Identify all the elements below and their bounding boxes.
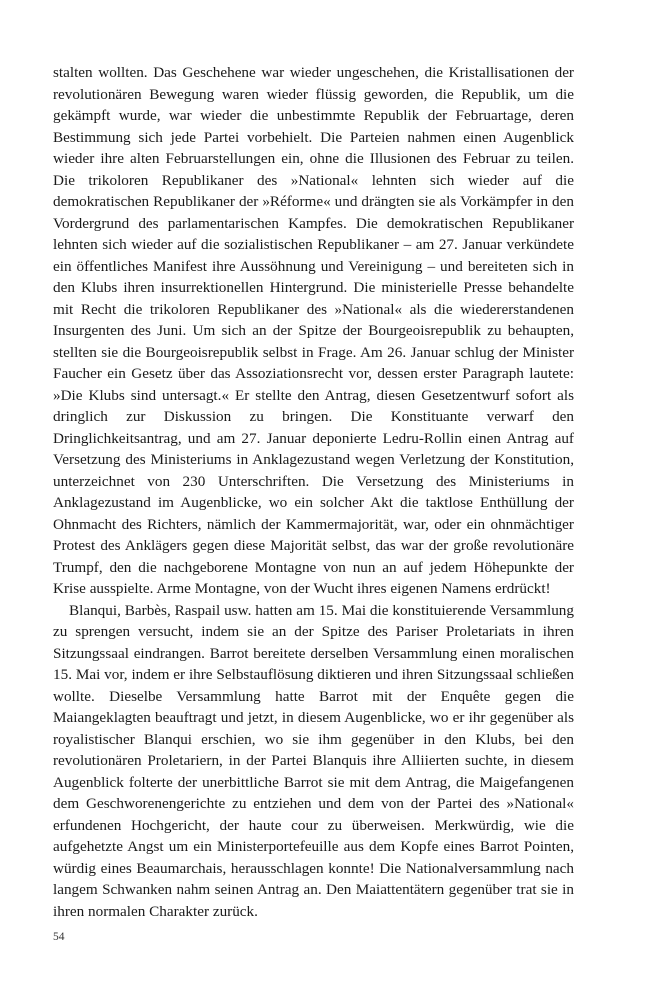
page-body bbox=[53, 62, 574, 922]
page-number: 54 bbox=[53, 931, 65, 943]
paragraph-2: Blanqui, Barbès, Raspail usw. hatten am 15. Mai die konstituierende Versammlung zu sprengen versucht, indem sie an der Spitze des Pariser Proletariats in ihren Sitzungssaal eindrangen. Barrot bereitete derselben Versammlung einen moralischen 15. Mai vor, indem er ihre Selbstauflösung diktieren und ihren Sitzungssaal schließen wollte. Dieselbe Versammlung hatte Barrot mit der Enquête gegen die Maiangeklagten beauftragt und jetzt, in diesem Augenblicke, wo er ihr gegenüber als royalistischer Blanqui erschien, wo sie ihm gegenüber in den Klubs, bei den revolutionären Proletariern, in der Partei Blanquis ihre Alliierten suchte, in diesem Augenblick folterte der unerbittliche Barrot sie mit dem Antrag, die Maigefangenen dem Geschworenengerichte zu entziehen und dem von der Partei des »National« erfundenen Hochgericht, der haute cour zu überweisen. Merkwürdig, wie die aufgehetzte Angst um ein Ministerportefeuille aus dem Kopfe eines Barrot Pointen, würdig eines Beaumarchais, herausschlagen konnte! Die Nationalversammlung nach langem Schwanken nahm seinen Antrag an. Den Maiattentätern gegenüber trat sie in ihren normalen Charakter zurück. bbox=[53, 601, 574, 920]
paragraph-1: stalten wollten. Das Geschehene war wieder ungeschehen, die Kristallisationen der revolutionären Bewegung waren wieder flüssig geworden, die Republik, um die gekämpft wurde, war wieder die unbestimmte Republik der Februartage, deren Bestimmung sich jede Partei vorbehielt. Die Parteien nahmen einen Augenblick wieder ihre alten Februarstellungen ein, ohne die Illusionen des Februar zu teilen. Die trikoloren Republikaner des »National« lehnten sich wieder auf die demokratischen Republikaner der »Réforme« und drängten sie als Vorkämpfer in den Vordergrund des parlamentarischen Kampfes. Die demokratischen Republikaner lehnten sich wieder auf die sozialistischen Republikaner – am 27. Januar verkündete ein öffentliches Manifest ihre Aussöhnung und Vereinigung – und bereiteten sich in den Klubs ihren insurrektionellen Hintergrund. Die ministerielle Presse behandelte mit Recht die trikoloren Republikaner des »National« als die wiedererstandenen Insurgenten des Juni. Um sich an der Spitze der Bourgeoisrepublik zu behaupten, stellten sie die Bourgeoisrepublik selbst in Frage. Am 26. Januar schlug der Minister Faucher ein Gesetz über das Assoziationsrecht vor, dessen erster Paragraph lautete: »Die Klubs sind untersagt.« Er stellte den Antrag, diesen Gesetzentwurf sofort als dringlich zur Diskussion zu bringen. Die Konstituante verwarf den Dringlichkeitsantrag, und am 27. Januar deponierte Ledru-Rollin einen Antrag auf Versetzung des Ministeriums in Anklagezustand wegen Verletzung der Konstitution, unterzeichnet von 230 Unterschriften. Die Versetzung des Ministeriums in Anklagezustand im Augenblicke, wo ein solcher Akt die taktlose Enthüllung der Ohnmacht des Richters, nämlich der Kammermajorität, war, oder ein ohnmächtiger Protest des Anklägers gegen diese Majorität selbst, das war der große revolutionäre Trumpf, den die nachgeborene Montagne von nun an auf jedem Höhepunkte der Krise ausspielte. Arme Montagne, von der Wucht ihres eigenen Namens erdrückt! bbox=[53, 64, 574, 597]
